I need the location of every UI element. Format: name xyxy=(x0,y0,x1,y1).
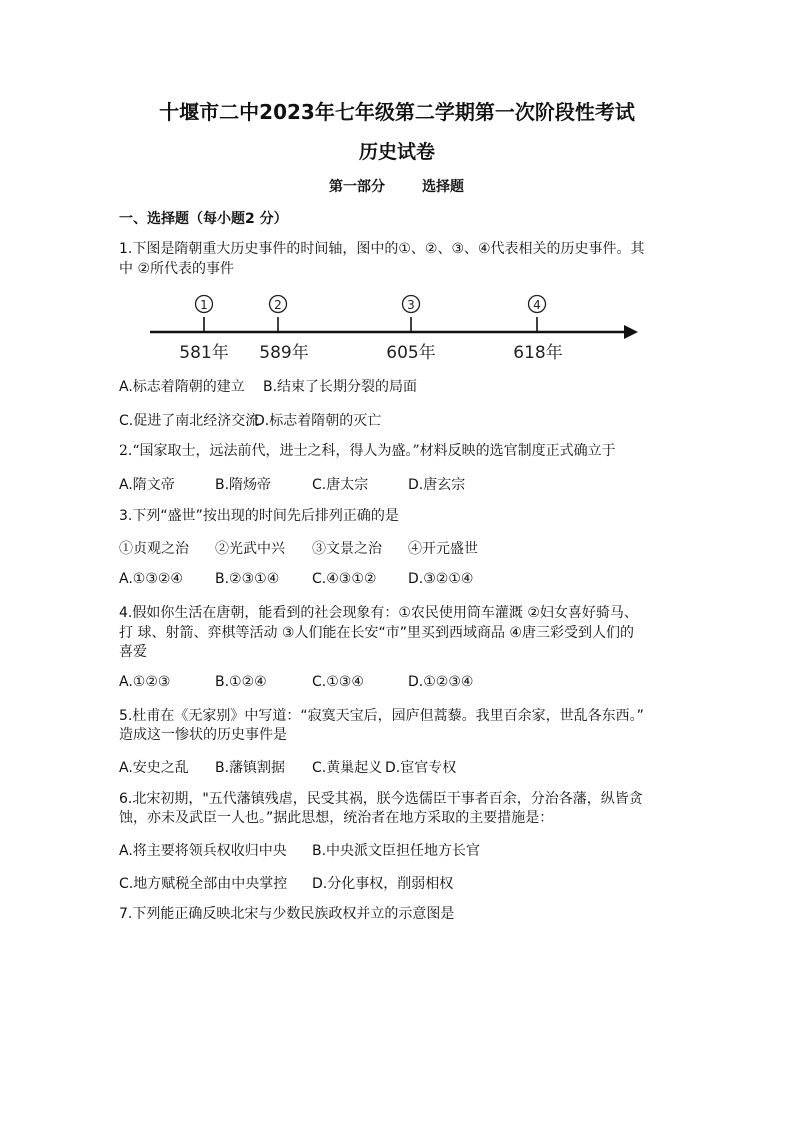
q6-option-c: C.地方赋税全部由中央掌控 xyxy=(119,876,288,892)
section-heading: 一、选择题（每小题2 分） xyxy=(119,211,288,227)
q3-option-a: A.①③②④ xyxy=(119,571,183,587)
question-7-stem: 7.下列能正确反映北宋与少数民族政权并立的示意图是 xyxy=(119,906,455,922)
question-6-stem-line-2: 蚀，亦未及武臣一人也。”据此思想，统治者在地方采取的主要措施是： xyxy=(119,810,554,826)
question-5-stem-line-2: 造成这一惨状的历史事件是 xyxy=(119,727,287,743)
q2-option-d: D.唐玄宗 xyxy=(408,477,466,493)
question-5-stem-line-1: 5.杜甫在《无家别》中写道：“寂寞天宝后，园庐但蒿藜。我里百余家，世乱各东西。” xyxy=(119,708,644,724)
question-3-stem: 3.下列“盛世”按出现的时间先后排列正确的是 xyxy=(119,508,399,524)
q6-option-a: A.将主要将领兵权收归中央 xyxy=(119,843,287,859)
svg-text:1: 1 xyxy=(200,298,208,312)
q2-option-b: B.隋炀帝 xyxy=(215,477,272,493)
q3-item-1: ①贞观之治 xyxy=(119,541,189,557)
question-1-stem-line-1: 1.下图是隋朝重大历史事件的时间轴，图中的①、②、③、④代表相关的历史事件。其 xyxy=(119,241,645,257)
sui-timeline-figure xyxy=(0,290,794,370)
q3-item-3: ③文景之治 xyxy=(312,541,382,557)
q4-option-c: C.①③④ xyxy=(312,674,364,690)
timeline-year-1: 581年 xyxy=(179,343,229,363)
timeline-mark-3 xyxy=(403,296,420,333)
question-4-stem-line-1: 4.假如你生活在唐朝，能看到的社会现象有：①农民使用筒车灌溉 ②妇女喜好骑马、 xyxy=(119,605,638,621)
q1-option-a: A.标志着隋朝的建立 xyxy=(119,379,245,395)
timeline-arrow-icon xyxy=(624,325,638,339)
q3-option-c: C.④③①② xyxy=(312,571,377,587)
timeline-mark-4 xyxy=(529,296,546,333)
q5-option-c: C.黄巢起义 xyxy=(312,760,383,776)
question-4-stem-line-2: 打 球、射箭、弈棋等活动 ③人们能在长安“市”里买到西域商品 ④唐三彩受到人们的 xyxy=(119,625,634,641)
q3-item-2: ②光武中兴 xyxy=(215,541,285,557)
timeline-year-4: 618年 xyxy=(513,343,563,363)
question-4-stem-line-3: 喜爱 xyxy=(119,644,147,660)
q5-option-d: D.宦官专权 xyxy=(385,760,457,776)
q4-option-a: A.①②③ xyxy=(119,674,171,690)
q2-option-c: C.唐太宗 xyxy=(312,477,369,493)
q1-option-c: C.促进了南北经济交流 xyxy=(119,413,260,429)
timeline-mark-2 xyxy=(270,296,287,333)
q3-option-b: B.②③①④ xyxy=(215,571,280,587)
timeline-year-2: 589年 xyxy=(259,343,309,363)
q3-option-d: D.③②①④ xyxy=(408,571,474,587)
q4-option-b: B.①②④ xyxy=(215,674,267,690)
q2-option-a: A.隋文帝 xyxy=(119,477,175,493)
q5-option-b: B.藩镇割据 xyxy=(215,760,286,776)
q1-option-d: D.标志着隋朝的灭亡 xyxy=(254,413,382,429)
exam-title: 十堰市二中2023年七年级第二学期第一次阶段性考试 xyxy=(159,100,635,124)
part-label: 第一部分 xyxy=(329,179,385,195)
question-2-stem: 2.“国家取士，远法前代，进士之科，得人为盛。”材料反映的选官制度正式确立于 xyxy=(119,443,616,459)
timeline-mark-1 xyxy=(196,296,213,333)
svg-text:3: 3 xyxy=(407,298,415,312)
question-1-stem-line-2: 中 ②所代表的事件 xyxy=(119,261,235,277)
q3-item-4: ④开元盛世 xyxy=(408,541,478,557)
q4-option-d: D.①②③④ xyxy=(408,674,474,690)
q1-option-b: B.结束了长期分裂的局面 xyxy=(263,379,418,395)
timeline-year-3: 605年 xyxy=(386,343,436,363)
svg-text:4: 4 xyxy=(533,298,541,312)
question-6-stem-line-1: 6.北宋初期，"五代藩镇残虐，民受其祸，朕今选儒臣干事者百余，分治各藩，纵皆贪 xyxy=(119,791,643,807)
q5-option-a: A.安史之乱 xyxy=(119,760,189,776)
part-name: 选择题 xyxy=(422,179,464,195)
svg-text:2: 2 xyxy=(274,298,282,312)
exam-subject: 历史试卷 xyxy=(358,141,435,163)
q6-option-b: B.中央派文臣担任地方长官 xyxy=(312,843,481,859)
q6-option-d: D.分化事权，削弱相权 xyxy=(312,876,454,892)
